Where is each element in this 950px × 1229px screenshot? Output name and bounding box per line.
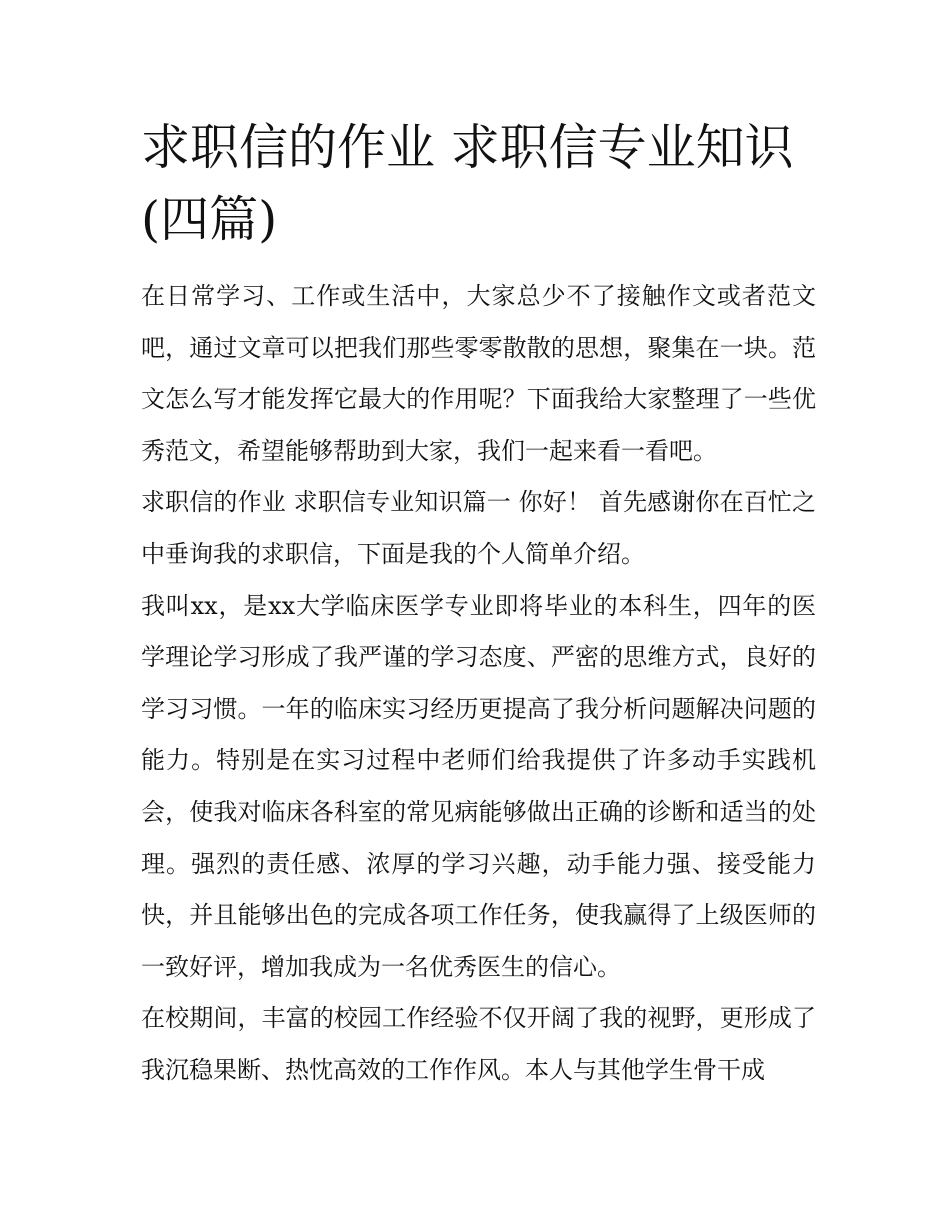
document-title: 求职信的作业 求职信专业知识(四篇): [141, 119, 794, 248]
paragraph-greeting: 求职信的作业 求职信专业知识篇一 你好！ 首先感谢你在百忙之中垂询我的求职信，下面是我的个人简单介绍。: [141, 488, 816, 568]
document-content: [141, 112, 816, 1097]
paragraph-self-introduction: 我叫xx，是xx大学临床医学专业即将毕业的本科生，四年的医学理论学习形成了我严谨的学习态度、严密的思维方式，良好的学习习惯。一年的临床实习经历更提高了我分析问题解决问题的能力。特别是在实习过程中老师们给我提供了许多动手实践机会，使我对临床各科室的常见病能够做出正确的诊断和适当的处理。强烈的责任感、浓厚的学习兴趣，动手能力强、接受能力快，并且能够出色的完成各项工作任务，使我赢得了上级医师的一致好评，增加我成为一名优秀医生的信心。: [141, 591, 816, 981]
paragraph-campus-experience: 在校期间，丰富的校园工作经验不仅开阔了我的视野，更形成了我沉稳果断、热忱高效的工作作风。本人与其他学生骨干成: [141, 1004, 816, 1084]
document-body: [141, 271, 816, 1097]
paragraph-intro: 在日常学习、工作或生活中，大家总少不了接触作文或者范文吧，通过文章可以把我们那些零零散散的思想，聚集在一块。范文怎么写才能发挥它最大的作用呢？下面我给大家整理了一些优秀范文，希望能够帮助到大家，我们一起来看一看吧。: [141, 282, 816, 465]
